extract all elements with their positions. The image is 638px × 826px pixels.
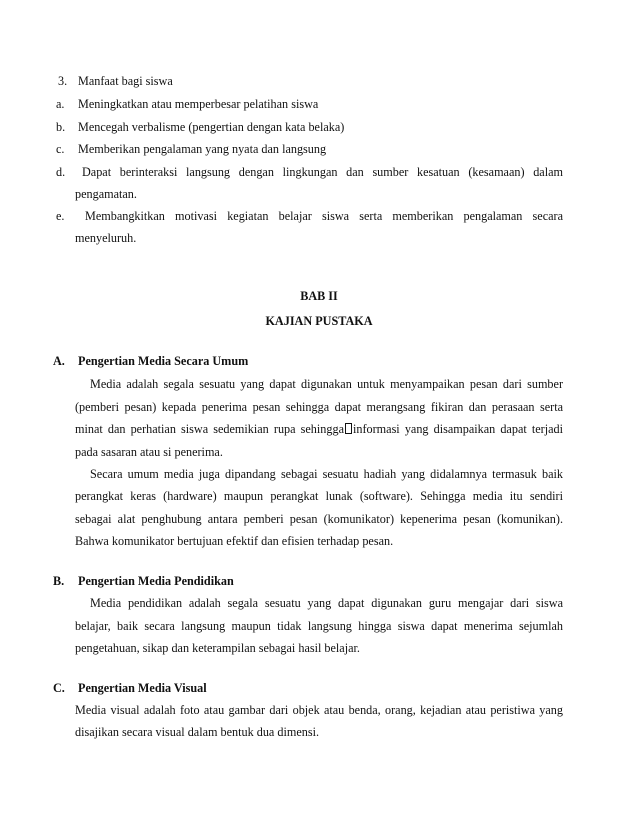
paragraph-line: Media adalah segala sesuatu yang dapat digunakan untuk menyampaikan pesan dari sumber <box>90 377 563 391</box>
list-marker: e. <box>56 209 65 223</box>
section-heading: Pengertian Media Secara Umum <box>78 354 249 368</box>
paragraph-line: pada sasaran atau si penerima. <box>75 445 223 459</box>
paragraph-line: sebagai alat penghubung antara pemberi pesan (komunikator) kepenerima pesan (komunikan). <box>75 512 563 526</box>
list-item-text: Memberikan pengalaman yang nyata dan langsung <box>78 142 327 156</box>
list-item-text: Membangkitkan motivasi kegiatan belajar siswa serta memberikan pengalaman secara <box>85 209 563 223</box>
paragraph-line: Bahwa komunikator bertujuan efektif dan efisien terhadap pesan. <box>75 534 394 548</box>
missing-glyph-box <box>345 423 352 434</box>
list-marker: a. <box>56 97 65 111</box>
paragraph-line: perangkat keras (hardware) maupun perangkat lunak (software). Sehingga media itu sendiri <box>75 489 563 503</box>
paragraph-line: belajar, baik secara langsung maupun tidak langsung hingga siswa dapat menerima sejumlah <box>75 619 563 633</box>
paragraph-line: pengetahuan, sikap dan keterampilan sebagai hasil belajar. <box>75 641 360 655</box>
list-item-text-continued: menyeluruh. <box>75 231 137 245</box>
list-item-text: Manfaat bagi siswa <box>78 74 173 88</box>
paragraph-line: minat dan perhatian siswa sedemikian rupa sehingga informasi yang disampaikan dapat terjadi <box>75 422 563 436</box>
list-item-text: Meningkatkan atau memperbesar pelatihan siswa <box>78 97 319 111</box>
paragraph-line: disajikan secara visual dalam bentuk dua dimensi. <box>75 725 320 739</box>
section-marker: A. <box>53 354 65 368</box>
list-marker: 3. <box>58 74 68 88</box>
list-item-text: Dapat berinteraksi langsung dengan lingkungan dan sumber kesatuan (kesamaan) dalam <box>82 165 563 179</box>
list-marker: c. <box>56 142 65 156</box>
section-heading: Pengertian Media Visual <box>78 681 207 695</box>
chapter-title: KAJIAN PUSTAKA <box>265 314 373 328</box>
list-item-text-continued: pengamatan. <box>75 187 137 201</box>
list-marker: b. <box>56 120 66 134</box>
paragraph-line: Secara umum media juga dipandang sebagai sesuatu hadiah yang didalamnya termasuk baik <box>90 467 563 481</box>
list-item-text: Mencegah verbalisme (pengertian dengan kata belaka) <box>78 120 345 134</box>
section-marker: C. <box>53 681 65 695</box>
section-marker: B. <box>53 574 65 588</box>
paragraph-line: Media pendidikan adalah segala sesuatu yang dapat digunakan guru mengajar dari siswa <box>90 596 563 610</box>
paragraph-line: (pemberi pesan) kepada penerima pesan sehingga dapat merangsang fikiran dan perasaan serta <box>75 400 563 414</box>
section-heading: Pengertian Media Pendidikan <box>78 574 234 588</box>
list-marker: d. <box>56 165 66 179</box>
paragraph-line: Media visual adalah foto atau gambar dari objek atau benda, orang, kejadian atau peristiwa yang <box>75 703 563 717</box>
chapter-number: BAB II <box>300 289 338 303</box>
